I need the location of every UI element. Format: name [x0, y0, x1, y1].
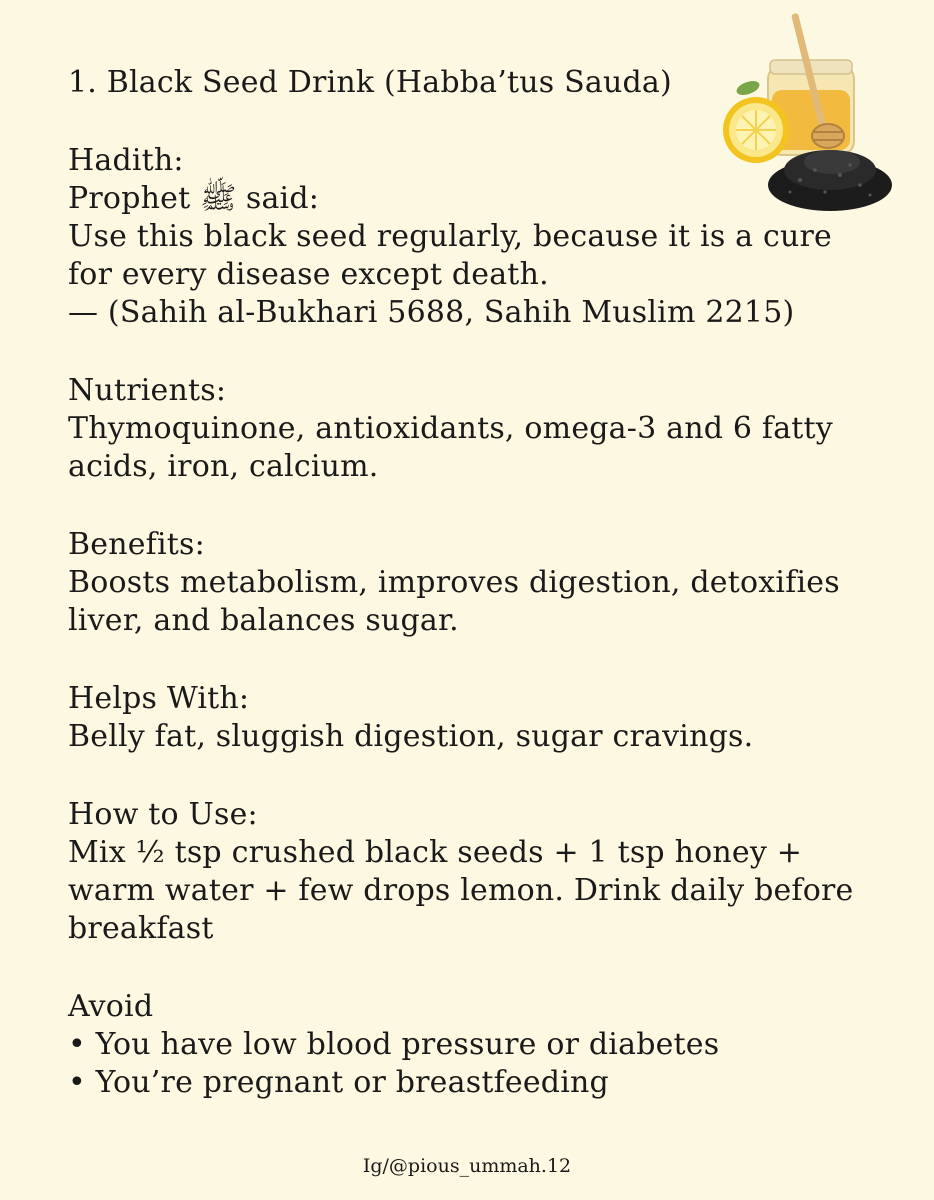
nutrients-heading: Nutrients:: [68, 373, 227, 408]
nutrients-line-1: Thymoquinone, antioxidants, omega-3 and 6 fatty: [68, 411, 833, 446]
avoid-item: • You have low blood pressure or diabetes: [68, 1027, 720, 1062]
helps-with-line-1: Belly fat, sluggish digestion, sugar cravings.: [68, 719, 754, 754]
benefits-line-2: liver, and balances sugar.: [68, 603, 459, 638]
how-to-use-heading: How to Use:: [68, 797, 258, 832]
page-title: 1. Black Seed Drink (Habba’tus Sauda): [68, 65, 672, 100]
benefits-heading: Benefits:: [68, 527, 205, 562]
helps-with-heading: Helps With:: [68, 681, 250, 716]
hadith-quote-line-1: Use this black seed regularly, because it is a cure: [68, 219, 832, 254]
hadith-heading: Hadith:: [68, 143, 184, 178]
how-to-use-line-2: warm water + few drops lemon. Drink daily before: [68, 873, 854, 908]
avoid-heading: Avoid: [68, 989, 154, 1024]
avoid-item: • You’re pregnant or breastfeeding: [68, 1065, 609, 1100]
instagram-handle: Ig/@pious_ummah.12: [362, 1155, 572, 1177]
how-to-use-line-3: breakfast: [68, 911, 214, 946]
hadith-quote-line-2: for every disease except death.: [68, 257, 549, 292]
nutrients-line-2: acids, iron, calcium.: [68, 449, 379, 484]
how-to-use-line-1: Mix ½ tsp crushed black seeds + 1 tsp honey +: [68, 835, 803, 870]
benefits-line-1: Boosts metabolism, improves digestion, detoxifies: [68, 565, 840, 600]
hadith-intro: Prophet ﷺ said:: [68, 181, 320, 216]
hadith-source: — (Sahih al-Bukhari 5688, Sahih Muslim 2215): [68, 295, 795, 330]
content-body: [68, 64, 888, 1102]
